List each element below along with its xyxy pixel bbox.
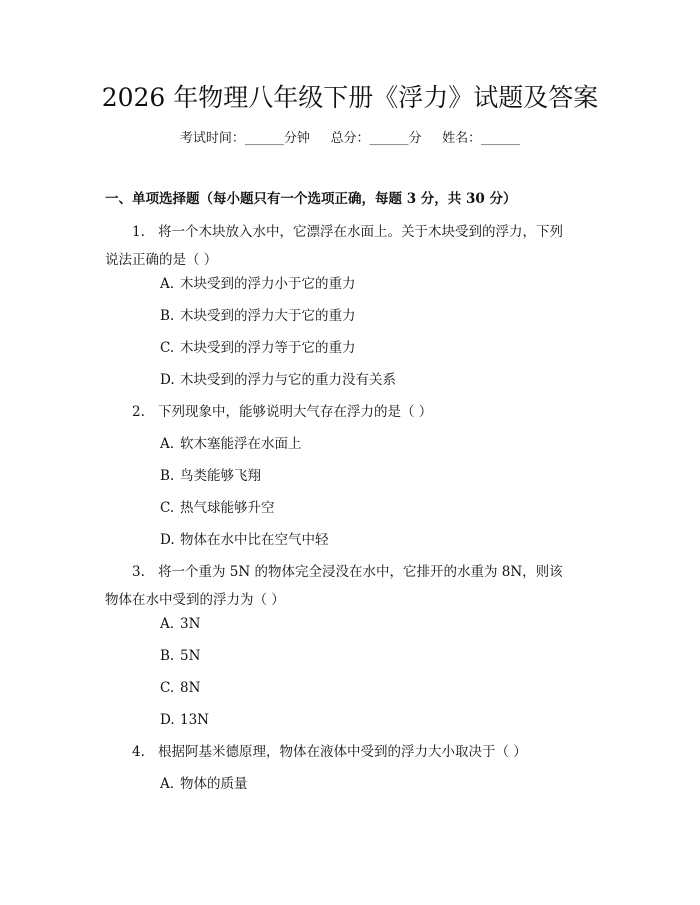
- option-letter: B.: [160, 648, 175, 664]
- option-text: 物体的质量: [180, 776, 248, 792]
- question-number: 1.: [132, 224, 145, 240]
- option-text: 物体在水中比在空气中轻: [180, 532, 329, 548]
- option-letter: A.: [160, 276, 175, 292]
- question-3-option-d: [160, 710, 209, 730]
- question-text: 根据阿基米德原理，物体在液体中受到的浮力大小取决于（ ）: [158, 744, 527, 760]
- question-3: [105, 558, 575, 614]
- question-2-option-a: [160, 434, 302, 454]
- option-letter: A.: [160, 776, 175, 792]
- option-text: 热气球能够升空: [180, 500, 275, 516]
- question-text: 下列现象中，能够说明大气存在浮力的是（ ）: [158, 404, 433, 420]
- option-letter: C.: [160, 340, 175, 356]
- option-text: 5N: [180, 648, 201, 664]
- question-number: 4.: [132, 744, 145, 760]
- option-letter: A.: [160, 616, 175, 632]
- option-text: 鸟类能够飞翔: [180, 468, 261, 484]
- question-1-option-c: [160, 338, 356, 358]
- option-text: 13N: [180, 712, 209, 728]
- option-text: 木块受到的浮力与它的重力没有关系: [180, 372, 396, 388]
- option-letter: B.: [160, 308, 175, 324]
- option-letter: B.: [160, 468, 175, 484]
- question-text: 将一个重为 5N 的物体完全浸没在水中，它排开的水重为 8N，则该物体在水中受到的浮力为（ ）: [105, 564, 563, 608]
- page-title: 2026 年物理八年级下册《浮力》试题及答案: [101, 83, 599, 112]
- option-letter: D.: [160, 712, 175, 728]
- question-1-option-d: [160, 370, 396, 390]
- question-4: [105, 738, 575, 766]
- question-number: 3.: [132, 564, 145, 580]
- option-text: 3N: [180, 616, 201, 632]
- question-text: 将一个木块放入水中，它漂浮在水面上。关于木块受到的浮力，下列说法正确的是（ ）: [105, 224, 563, 268]
- question-3-option-b: [160, 646, 200, 666]
- option-text: 8N: [180, 680, 201, 696]
- question-3-option-c: [160, 678, 200, 698]
- question-2-option-b: [160, 466, 261, 486]
- question-1: [105, 218, 575, 274]
- option-letter: A.: [160, 436, 175, 452]
- question-1-option-b: [160, 306, 356, 326]
- exam-info-line: 考试时间：______分钟 总分：______分 姓名：______: [179, 131, 521, 146]
- question-2: [105, 398, 575, 426]
- question-number: 2.: [132, 404, 145, 420]
- option-text: 软木塞能浮在水面上: [180, 436, 302, 452]
- option-text: 木块受到的浮力小于它的重力: [180, 276, 356, 292]
- option-text: 木块受到的浮力等于它的重力: [180, 340, 356, 356]
- question-2-option-c: [160, 498, 275, 518]
- option-letter: D.: [160, 532, 175, 548]
- option-letter: C.: [160, 680, 175, 696]
- question-2-option-d: [160, 530, 329, 550]
- question-1-option-a: [160, 274, 356, 294]
- option-letter: D.: [160, 372, 175, 388]
- section-title: 一、单项选择题（每小题只有一个选项正确，每题 3 分，共 30 分）: [105, 191, 517, 207]
- question-3-option-a: [160, 614, 200, 634]
- question-4-option-a: [160, 774, 248, 794]
- option-text: 木块受到的浮力大于它的重力: [180, 308, 356, 324]
- option-letter: C.: [160, 500, 175, 516]
